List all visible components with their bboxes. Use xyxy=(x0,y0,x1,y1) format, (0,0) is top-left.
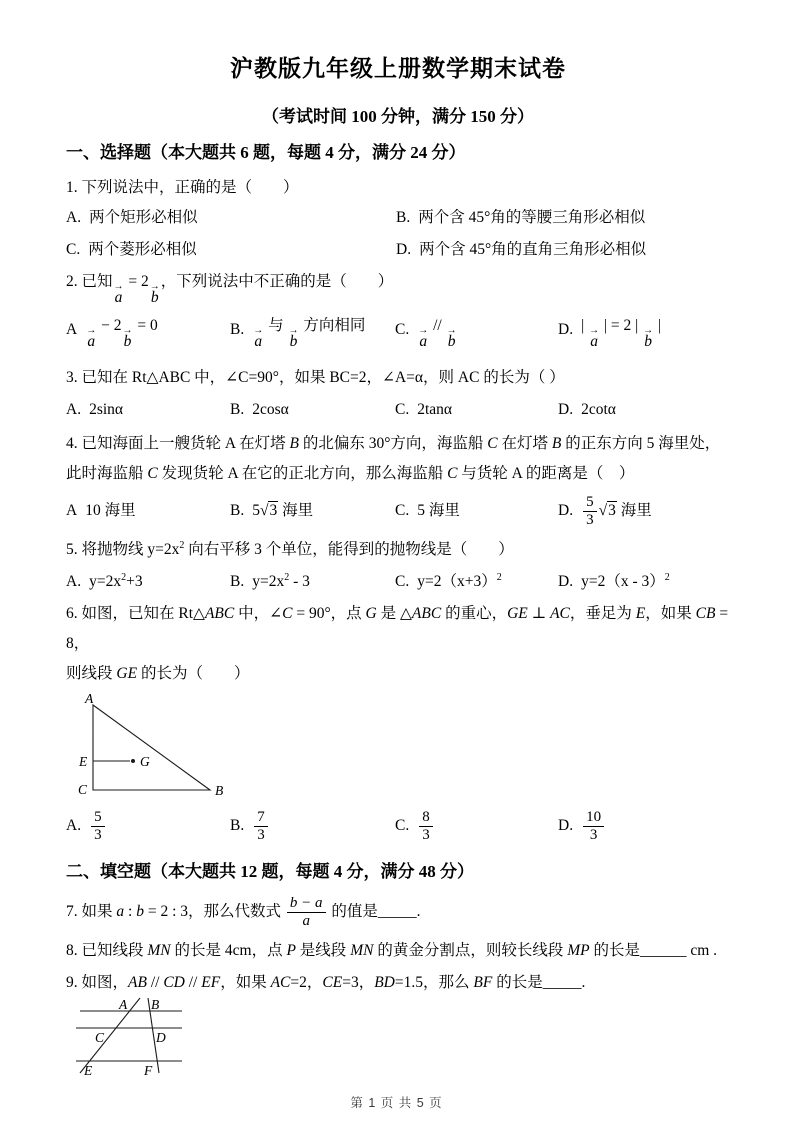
option-text: 两个含 45°角的直角三角形必相似 xyxy=(419,241,647,258)
option-text: 两个含 45°角的等腰三角形必相似 xyxy=(418,209,646,226)
option-a xyxy=(66,491,230,531)
page-footer: 第 1 页 共 5 页 xyxy=(350,1096,443,1110)
question-9-stem: 9. 如图，AB // CD // EF，如果 AC=2，CE=3，BD=1.5，那么 BF 的长是_____. xyxy=(66,974,586,991)
option-label: C. xyxy=(395,401,410,418)
option-label: A. xyxy=(66,209,82,226)
point-label-F: F xyxy=(144,1063,153,1078)
option-label: B. xyxy=(230,817,245,834)
transversal-AE xyxy=(80,998,140,1073)
option-b xyxy=(230,805,395,847)
option-b xyxy=(230,397,395,423)
page-title: 沪教版九年级上册数学期末试卷 xyxy=(230,56,566,81)
option-text: $y=2x^2+3$ xyxy=(89,571,143,590)
point-label-E: E xyxy=(84,1063,93,1078)
option-text: 10 海里 xyxy=(85,502,136,519)
option-text: 2cotα xyxy=(581,401,616,418)
option-label: D. xyxy=(558,401,574,418)
point-label-A: A xyxy=(119,997,128,1012)
vertex-label-B: B xyxy=(215,783,224,798)
triangle-figure xyxy=(76,693,251,805)
option-a xyxy=(66,397,230,423)
vertex-label-A: A xyxy=(85,693,94,706)
section-2-heading: 二、填空题（本大题共 12 题，每题 4 分，满分 48 分） xyxy=(66,862,474,881)
page-content xyxy=(66,0,730,1084)
option-label: D. xyxy=(558,573,574,590)
triangle-outline xyxy=(93,705,210,790)
question-1-options xyxy=(66,205,730,263)
question-1-stem: 1. 下列说法中，正确的是（ ） xyxy=(66,179,299,196)
question-3-stem: 3. 已知在 Rt△ABC 中，∠C=90°，如果 BC=2，∠A=α，则 AC 的长为（ ） xyxy=(66,369,565,386)
option-d xyxy=(396,237,730,263)
option-d xyxy=(558,397,730,423)
option-label: A. xyxy=(66,817,82,834)
option-d xyxy=(558,311,730,349)
option-label: C. xyxy=(395,817,410,834)
point-label-E: E xyxy=(79,754,88,769)
option-text: → a − 2 → b = 0 xyxy=(86,317,158,350)
option-label: B. xyxy=(230,573,245,590)
option-text: 两个矩形必相似 xyxy=(89,209,198,226)
option-label: D. xyxy=(558,817,574,834)
point-label-C: C xyxy=(95,1030,105,1045)
question-7-stem: 7. 如果 a : b = 2 : 3，那么代数式 $\frac{b - a}{a}$ 的值是_____. xyxy=(66,894,421,929)
option-text: 5√3 海里 xyxy=(252,502,314,519)
point-label-G: G xyxy=(140,754,150,769)
question-4-stem: 4. 已知海面上一艘货轮 A 在灯塔 B 的北偏东 30°方向，海监船 C 在灯塔 B 的正东方向 5 海里处，此时海监船 C 发现货轮 A 在它的正北方向，那么海监船 C 与货轮 A 的距离是（ ） xyxy=(66,435,721,482)
page-subtitle: （考试时间 100 分钟，满分 150 分） xyxy=(262,107,534,126)
question-6-options xyxy=(66,805,730,847)
option-text: | → a | = 2 | → b | xyxy=(581,317,662,350)
option-label: A xyxy=(66,502,78,519)
option-label: A xyxy=(66,321,78,338)
option-b xyxy=(230,491,395,531)
option-text: $\frac{8}{3}$ xyxy=(417,805,435,847)
option-label: A. xyxy=(66,573,82,590)
option-a xyxy=(66,205,396,231)
option-label: D. xyxy=(558,321,574,338)
option-c xyxy=(395,311,558,349)
option-label: C. xyxy=(395,502,410,519)
section-1-heading: 一、选择题（本大题共 6 题，每题 4 分，满分 24 分） xyxy=(66,143,466,162)
option-label: D. xyxy=(396,241,412,258)
option-text: 5 海里 xyxy=(417,502,460,519)
option-label: B. xyxy=(230,321,245,338)
option-label: C. xyxy=(66,241,81,258)
option-a xyxy=(66,805,230,847)
option-label: C. xyxy=(395,573,410,590)
option-c xyxy=(395,805,558,847)
question-5-stem: 5. 将抛物线 $y=2x^2$ 向右平移 3 个单位，能得到的抛物线是（ ） xyxy=(66,539,514,558)
option-text: $y=2x^2 - 3$ xyxy=(252,571,310,590)
option-d xyxy=(558,569,730,595)
option-c xyxy=(395,491,558,531)
question-3-options xyxy=(66,397,730,423)
question-6-stem: 6. 如图，已知在 Rt△ABC 中，∠C = 90°，点 G 是 △ABC 的重心，GE ⊥ AC，垂足为 E，如果 CB = 8， 则线段 GE 的长为（ ） xyxy=(66,605,729,682)
option-c xyxy=(66,237,396,263)
centroid-point xyxy=(131,759,135,763)
point-label-D: D xyxy=(156,1030,166,1045)
option-label: A. xyxy=(66,401,82,418)
option-text: → a 与 → b 方向相同 xyxy=(253,317,366,350)
option-label: C. xyxy=(395,321,410,338)
vertex-label-C: C xyxy=(78,782,88,797)
option-c xyxy=(395,397,558,423)
option-text: 2tanα xyxy=(417,401,453,418)
option-d xyxy=(558,805,730,847)
option-text: $\frac{5}{3}$ √3 海里 xyxy=(581,491,652,531)
question-2-options xyxy=(66,311,730,349)
option-b xyxy=(230,569,395,595)
question-8-stem: 8. 已知线段 MN 的长是 4cm，点 P 是线段 MN 的黄金分割点，则较长线段 MP 的长是______ cm . xyxy=(66,942,718,959)
option-label: B. xyxy=(396,209,411,226)
option-label: B. xyxy=(230,401,245,418)
option-text: $y=2(x+3)^2$ xyxy=(417,571,502,590)
option-text: $\frac{7}{3}$ xyxy=(252,805,270,847)
option-text: 2cosα xyxy=(252,401,289,418)
option-text: $\frac{5}{3}$ xyxy=(89,805,107,847)
parallel-lines-figure xyxy=(68,996,203,1084)
question-5-options xyxy=(66,569,730,595)
option-b xyxy=(396,205,730,231)
option-c xyxy=(395,569,558,595)
option-text: y=2（x - 3）$^2$ xyxy=(581,571,670,590)
option-text: 两个菱形必相似 xyxy=(88,241,197,258)
question-2-stem: 2. 已知 → a = 2 → b ，下列说法中不正确的是（ ） xyxy=(66,273,394,306)
option-text: $\frac{10}{3}$ xyxy=(581,805,606,847)
option-b xyxy=(230,311,395,349)
option-label: B. xyxy=(230,502,245,519)
option-a xyxy=(66,569,230,595)
option-text: 2sinα xyxy=(89,401,124,418)
option-a xyxy=(66,311,230,349)
option-label: D. xyxy=(558,502,574,519)
option-text: → a // → b xyxy=(418,317,457,350)
question-4-options xyxy=(66,491,730,531)
option-d xyxy=(558,491,730,531)
point-label-B: B xyxy=(151,997,160,1012)
